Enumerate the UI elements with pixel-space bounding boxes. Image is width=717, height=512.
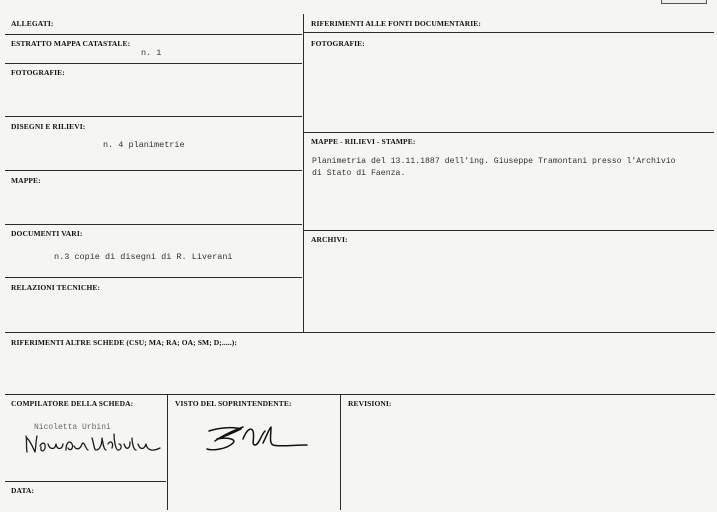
mappe-rilievi-stampe-label: MAPPE - RILIEVI - STAMPE: (311, 137, 416, 146)
soprintendente-signature-icon (203, 421, 311, 455)
mappe-rilievi-stampe-value-line2: di Stato di Faenza. (312, 169, 406, 178)
divider (5, 170, 302, 171)
riferimenti-altre-schede-label: RIFERIMENTI ALTRE SCHEDE (CSU; MA; RA; OA; SM; D;.....): (11, 338, 237, 347)
revisioni-label: REVISIONI: (348, 399, 392, 408)
allegati-label: ALLEGATI: (11, 19, 54, 28)
divider (5, 332, 715, 333)
compilatore-signature-icon (22, 430, 164, 458)
mappe-left-label: MAPPE: (11, 176, 41, 185)
mappe-rilievi-stampe-value-line1: Planimetria del 13.11.1887 dell'ing. Giuseppe Tramontani presso l'Archivio (312, 157, 676, 166)
divider (304, 132, 714, 133)
divider (304, 230, 714, 231)
compilatore-label: COMPILATORE DELLA SCHEDA: (11, 399, 134, 408)
divider (304, 32, 714, 33)
divider (5, 481, 166, 482)
divider (5, 277, 302, 278)
disegni-rilievi-value: n. 4 planimetrie (103, 140, 185, 150)
data-label: DATA: (11, 486, 35, 495)
divider (5, 116, 302, 117)
divider (5, 63, 302, 64)
bottom-divider (340, 394, 341, 510)
visto-soprintendente-label: VISTO DEL SOPRINTENDENTE: (175, 399, 292, 408)
estratto-mappa-label: ESTRATTO MAPPA CATASTALE: (11, 39, 131, 48)
divider (5, 224, 302, 225)
bottom-divider (167, 394, 168, 510)
estratto-mappa-value: n. 1 (141, 48, 162, 58)
fotografie-right-label: FOTOGRAFIE: (311, 39, 365, 48)
divider (5, 34, 302, 35)
divider (5, 394, 715, 395)
fotografie-left-label: FOTOGRAFIE: (11, 68, 65, 77)
sheet-tab (661, 0, 707, 4)
compilatore-name: Nicoletta Urbini (34, 423, 111, 432)
documenti-vari-label: DOCUMENTI VARI: (11, 229, 83, 238)
relazioni-tecniche-label: RELAZIONI TECNICHE: (11, 283, 101, 292)
archivi-label: ARCHIVI: (311, 235, 348, 244)
riferimenti-fonti-label: RIFERIMENTI ALLE FONTI DOCUMENTARIE: (311, 19, 481, 28)
disegni-rilievi-label: DISEGNI E RILIEVI: (11, 122, 86, 131)
documenti-vari-value: n.3 copie di disegni di R. Liverani (54, 252, 233, 262)
column-divider (303, 14, 304, 332)
